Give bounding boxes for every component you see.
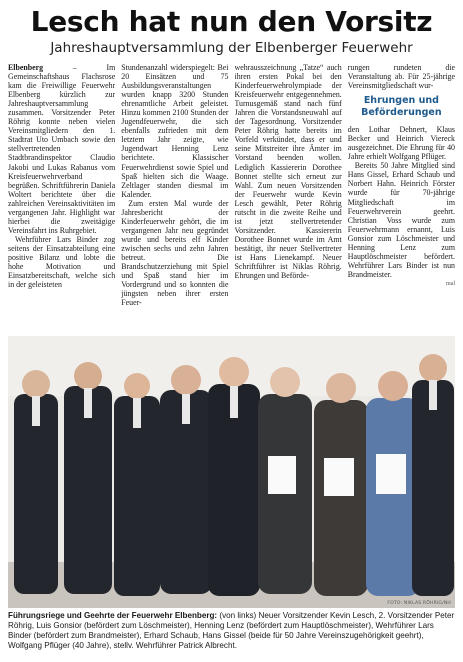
article-paragraph: Wehrführer Lars Binder zog seitens der Einsatzabteilung eine positive Bilanz und lobte die hohe Motivation und Einsatzbereitschaft, welche sich in der geleisteten bbox=[8, 234, 116, 290]
person-1 bbox=[14, 370, 58, 594]
person-9 bbox=[412, 354, 454, 596]
person-3 bbox=[114, 373, 160, 596]
article-paragraph: Zum ersten Mal wurde der Jahresbericht der Kinderfeuerwehr gehört, die im vergangenen Jahr neu gegründet wurde und bereits elf Kinder zwischen sechs und zehn Jahren betreut. Die Brandschutzerziehung mit Spiel und Spaß stand hier im Vordergrund und so konnten die jüngsten neben ihrer ersten Feuer- bbox=[121, 198, 229, 308]
article-column-3 bbox=[235, 63, 342, 330]
section-heading: Ehrungen und Beförderungen bbox=[361, 95, 442, 119]
photo-caption bbox=[8, 611, 455, 651]
article-paragraph: Elbenberg – Im Gemeinschaftshaus Flachsrose kam die Freiwillige Feuerwehr Elbenberg kürzlich zur Jahreshauptversammlung zusammen. Vorsitzender Peter Röhrig konnte neben vielen Vereinsmitgliedern den 1. Stadtrat Uto Umbach sowie den stellvertretenden Stadtbrandinspektor Claudio Jakobi und Lukas Rabanus vom Kreisfeuerwehrverband begrüßen. Schriftführerin Daniela Woltert berichtete über die zahlreichen Vereinsaktivitäten im vergangenen Jahr. Highlight war hierbei die zweitägige Vereinsfahrt ins Ruhrgebiet. bbox=[8, 63, 116, 235]
person-8 bbox=[366, 371, 420, 596]
article-paragraph: Stundenanzahl widerspiegelt: Bei 20 Einsätzen und 75 Ausbildungsveranstaltungen wurden knapp 3200 Stunden ehrenamtliche Arbeit geleistet. Hinzu kommen 2100 Stunden der Jugendfeuerwehr, die sich ebenfalls zufrieden mit dem letztem Jahr zeigte, wie Jugendwart Henning Lenz berichtete. Klassischer Feuerwehrdienst sowie Spiel und Spaß hielten sich die Waage. Zeltlager standen diesmal im Kalender. bbox=[121, 63, 229, 199]
caption-lead: Führungsriege und Geehrte der Feuerwehr Elbenberg: bbox=[8, 611, 218, 620]
photo-credit: FOTO: NIKLAS RÖHRIG/NH bbox=[387, 601, 451, 606]
group-photo bbox=[8, 336, 455, 608]
group-photo-illustration bbox=[8, 336, 455, 608]
article-paragraph: den Lothar Dehnert, Klaus Becker und Heinrich Viereck ausgezeichnet. Die Ehrung für 40 Jahre erhielt Wolfgang Pflüger. bbox=[347, 125, 455, 162]
article-paragraph: Bereits 50 Jahre Mitglied sind Hans Gissel, Erhard Schaub und Norbert Hahn. Heinrich Förster wurde für 70-jährige Mitgliedschaft im Feuerwehrverein geehrt. Christian Voss wurde zum Feuerwehrmann ernannt, Luis Gonsior zum Löschmeister und Henning Lenz zum Hauptlöschmeister befördert. Wehrführer Lars Binder ist nun Brandmeister. bbox=[347, 161, 455, 279]
dateline: Elbenberg bbox=[8, 63, 44, 72]
headline: Lesch hat nun den Vorsitz bbox=[30, 5, 433, 38]
article-column-4 bbox=[348, 63, 455, 330]
person-4 bbox=[160, 365, 212, 594]
article-columns bbox=[8, 63, 455, 330]
person-7 bbox=[314, 373, 368, 596]
article-column-1 bbox=[8, 63, 115, 330]
caption-text: (von links) Neuer Vorsitzender Kevin Lesch, 2. Vorsitzender Peter Röhrig, Luis Gonsior (befördert zum Löschmeister), Henning Lenz (befördert zum Hauptlöschmeister), Wehrführer Lars Binder (befördert zum Brandmeister), Erhard Schaub, Hans Gissel (beide für 50 Jahre Vereinszugehörigkeit geehrt), Wolfgang Pflüger (40 Jahre), stellv. Wehrführer Patrick Albrecht. bbox=[8, 611, 455, 651]
person-6 bbox=[258, 367, 312, 594]
article-paragraph: rungen rundeten die Veranstaltung ab. Für 25-jährige Vereinsmitgliedschaft wur- bbox=[347, 63, 455, 91]
person-2 bbox=[64, 362, 112, 594]
article-column-2 bbox=[121, 63, 228, 330]
author-tag: mal bbox=[446, 280, 455, 287]
article-paragraph: wehrausszeichnung „Tatze“ auch ihren ersten Pokal bei den Kinderfeuerwehrolympiade der Kreisfeuerwehr entgegennehmen. Turnusgemäß stand nach fünf Jahren die Vorstandsneuwahl auf der Tagesordnung. Vorsitzender Peter Röhrig hatte bereits im Vorfeld verkündet, dass er und seine Mitstreiter ihre Ämter im Vorstand beenden wollen. Lediglich Kassiererin Dorothee Bonnet stellte sich erneut zur Wahl. Zum neuen Vorsitzenden der Feuerwehr wurde Kevin Lesch gewählt, Peter Röhrig rutscht in die zweite Reihe und ist jetzt stellvertretender Vorsitzender. Kassiererin Dorothee Bonnet wurde im Amt bestätigt, ihr neuer Stellvertreter ist Hans Lienekampf. Neuer Schriftführer ist Niklas Röhrig. Ehrungen und Beförde- bbox=[234, 63, 342, 281]
person-5 bbox=[208, 357, 260, 596]
subheadline: Jahreshauptversammlung der Elbenberger Feuerwehr bbox=[50, 40, 413, 56]
